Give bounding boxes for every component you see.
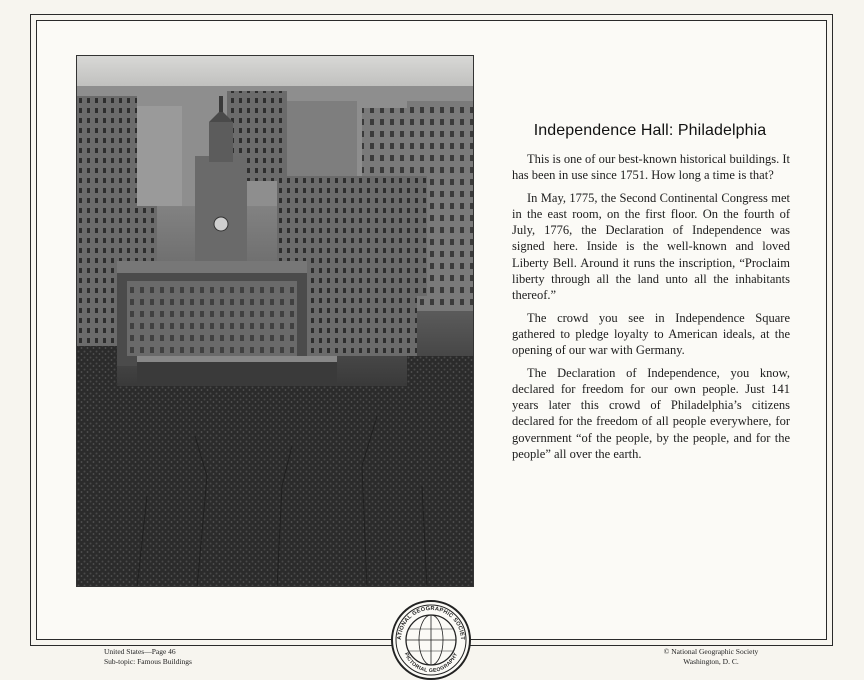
paragraph-2: In May, 1775, the Second Continental Congress met in the east room, on the first floor. On the fourth of July, 1776, the Declaration of Independence was signed here. Inside is the well-known and loved Liberty Bell. Around it runs the inscription, “Proclaim liberty through all the land unto all the inhabitants thereof.” — [512, 190, 790, 303]
footer-location: Washington, D. C. — [683, 657, 739, 666]
footer-page-number: United States—Page 46 — [104, 647, 176, 656]
page-title: Independence Hall: Philadelphia — [533, 122, 767, 139]
national-geographic-seal — [390, 599, 472, 680]
seal-top-text: ATIONAL GEOGRAPHIC SOCIET — [396, 605, 466, 641]
paragraph-4: The Declaration of Independence, you know, declared for freedom for our own people. Just 141 years later this crowd of Philadelphia’s citizens declared for the freedom of all people everywhere, for government “of the people, by the people, and for the people” all over the earth. — [512, 365, 790, 462]
independence-hall-photo — [76, 55, 474, 587]
footer-page-info — [104, 647, 192, 667]
paragraph-3: The crowd you see in Independence Square gathered to pledge loyalty to American ideals, at the opening of our war with Germany. — [512, 310, 790, 358]
paragraph-1: This is one of our best-known historical buildings. It has been in use since 1751. How long a time is that? — [512, 152, 790, 183]
article-body — [512, 151, 790, 468]
footer-copyright-line: © National Geographic Society — [663, 647, 759, 656]
footer-subtopic: Sub-topic: Famous Buildings — [104, 657, 192, 666]
seal-bottom-text: PICTORIAL GEOGRAPHY — [402, 651, 460, 675]
footer-copyright — [636, 647, 786, 667]
